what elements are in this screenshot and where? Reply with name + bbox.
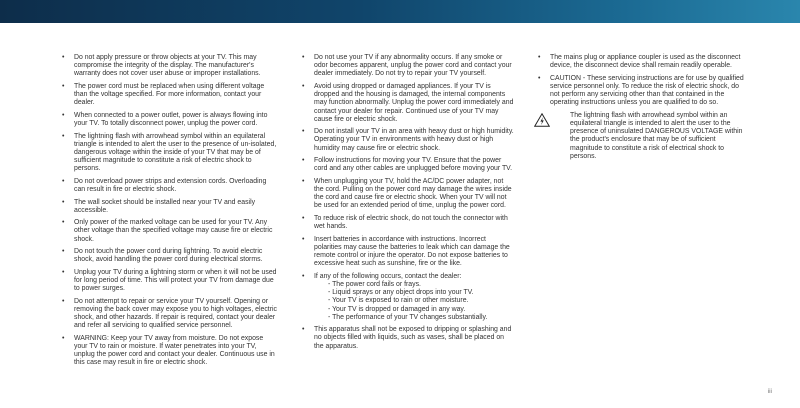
list-item: • This apparatus shall not be exposed to dripping or splashing and no objects filled with liquids, such as vases, shall be placed on the apparatus. bbox=[300, 326, 514, 351]
dealer-subitem: - Your TV is dropped or damaged in any way. bbox=[328, 305, 466, 313]
list-item: • The mains plug or appliance coupler is used as the disconnect device, the disconnect device shall remain readily operable. bbox=[536, 54, 746, 70]
dealer-subitem: - The power cord fails or frays. bbox=[328, 280, 421, 288]
list-item: • Follow instructions for moving your TV. Ensure that the power cord and any other cables are unplugged before moving your TV. bbox=[300, 157, 514, 173]
warning-item bbox=[536, 112, 746, 161]
safety-column-1 bbox=[60, 54, 278, 372]
list-item: • Do not install your TV in an area with heavy dust or high humidity. Operating your TV in environments with heavy dust or high humidity may cause fire or electric shock. bbox=[300, 128, 514, 153]
list-item: • Insert batteries in accordance with instructions. Incorrect polarities may cause the batteries to leak which can damage the remote control or injure the operator. Do not expose batteries to excessive heat such as sunshine, fire or the like. bbox=[300, 236, 514, 269]
list-item: • Do not apply pressure or throw objects at your TV. This may compromise the integrity of the display. The manufacturer's warranty does not cover user abuse or improper installations. bbox=[60, 54, 278, 79]
list-item: • Do not overload power strips and extension cords. Overloading can result in fire or electric shock. bbox=[60, 178, 278, 194]
page-number: iii bbox=[767, 388, 772, 395]
dealer-subitem: - The performance of your TV changes substantially. bbox=[328, 313, 488, 321]
list-item: • When unplugging your TV, hold the AC/DC power adapter, not the cord. Pulling on the power cord may damage the wires inside the cord and cause fire or electric shock. When your TV will not be used for an extended period of time, unplug the power cord. bbox=[300, 178, 514, 211]
list-item: • Do not attempt to repair or service your TV yourself. Opening or removing the back cover may expose you to high voltages, electric shock, and other hazards. If repair is required, contact your dealer and refer all servicing to qualified service personnel. bbox=[60, 298, 278, 331]
list-item: • Only power of the marked voltage can be used for your TV. Any other voltage than the specified voltage may cause fire or electric shock. bbox=[60, 219, 278, 244]
dealer-subitem: - Your TV is exposed to rain or other moisture. bbox=[328, 297, 469, 305]
list-item: • When connected to a power outlet, power is always flowing into your TV. To totally disconnect power, unplug the power cord. bbox=[60, 112, 278, 128]
list-item: • CAUTION - These servicing instructions are for use by qualified service personnel only. To reduce the risk of electric shock, do not perform any servicing other than that contained in the operating instructions unless you are qualified to do so. bbox=[536, 75, 746, 108]
list-item-dealer bbox=[300, 273, 514, 322]
list-item: • To reduce risk of electric shock, do not touch the connector with wet hands. bbox=[300, 215, 514, 231]
list-item: • The power cord must be replaced when using different voltage than the voltage specified. For more information, contact your dealer. bbox=[60, 83, 278, 108]
list-item: • Unplug your TV during a lightning storm or when it will not be used for long period of time. This will protect your TV from damage due to power surges. bbox=[60, 269, 278, 294]
dealer-subitem: - Liquid sprays or any object drops into your TV. bbox=[328, 289, 474, 297]
lightning-triangle-icon bbox=[534, 113, 550, 127]
list-item: • Do not touch the power cord during lightning. To avoid electric shock, avoid handling the power cord during electrical storms. bbox=[60, 248, 278, 264]
list-item: • The wall socket should be installed near your TV and easily accessible. bbox=[60, 199, 278, 215]
list-item: • Do not use your TV if any abnormality occurs. If any smoke or odor becomes apparent, unplug the power cord and contact your dealer immediately. Do not try to repair your TV yourself. bbox=[300, 54, 514, 79]
list-item: • Avoid using dropped or damaged appliances. If your TV is dropped and the housing is damaged, the internal components may function abnormally. Unplug the power cord immediately and contact your dealer for repair. Continued use of your TV may cause fire or electric shock. bbox=[300, 83, 514, 124]
dealer-intro: If any of the following occurs, contact the dealer: bbox=[314, 272, 462, 280]
warning-text: The lightning flash with arrowhead symbol within an equilateral triangle is intended to alert the user to the presence of uninsulated DANGEROUS VOLTAGE within the product's enclosure that may be of sufficient magnitude to constitute a risk of electrical shock to persons. bbox=[570, 111, 743, 160]
header-banner bbox=[0, 0, 800, 23]
safety-column-2 bbox=[300, 54, 514, 355]
list-item: • WARNING: Keep your TV away from moisture. Do not expose your TV to rain or moisture. If water penetrates into your TV, unplug the power cord and contact your dealer. Continuous use in this case may result in fire or electric shock. bbox=[60, 335, 278, 368]
safety-column-3 bbox=[536, 54, 746, 165]
list-item: • The lightning flash with arrowhead symbol within an equilateral triangle is intended to alert the user to the presence of un-isolated, dangerous voltage within the inside of your TV that may be of sufficient magnitude to constitute a risk of electric shock to persons. bbox=[60, 133, 278, 174]
